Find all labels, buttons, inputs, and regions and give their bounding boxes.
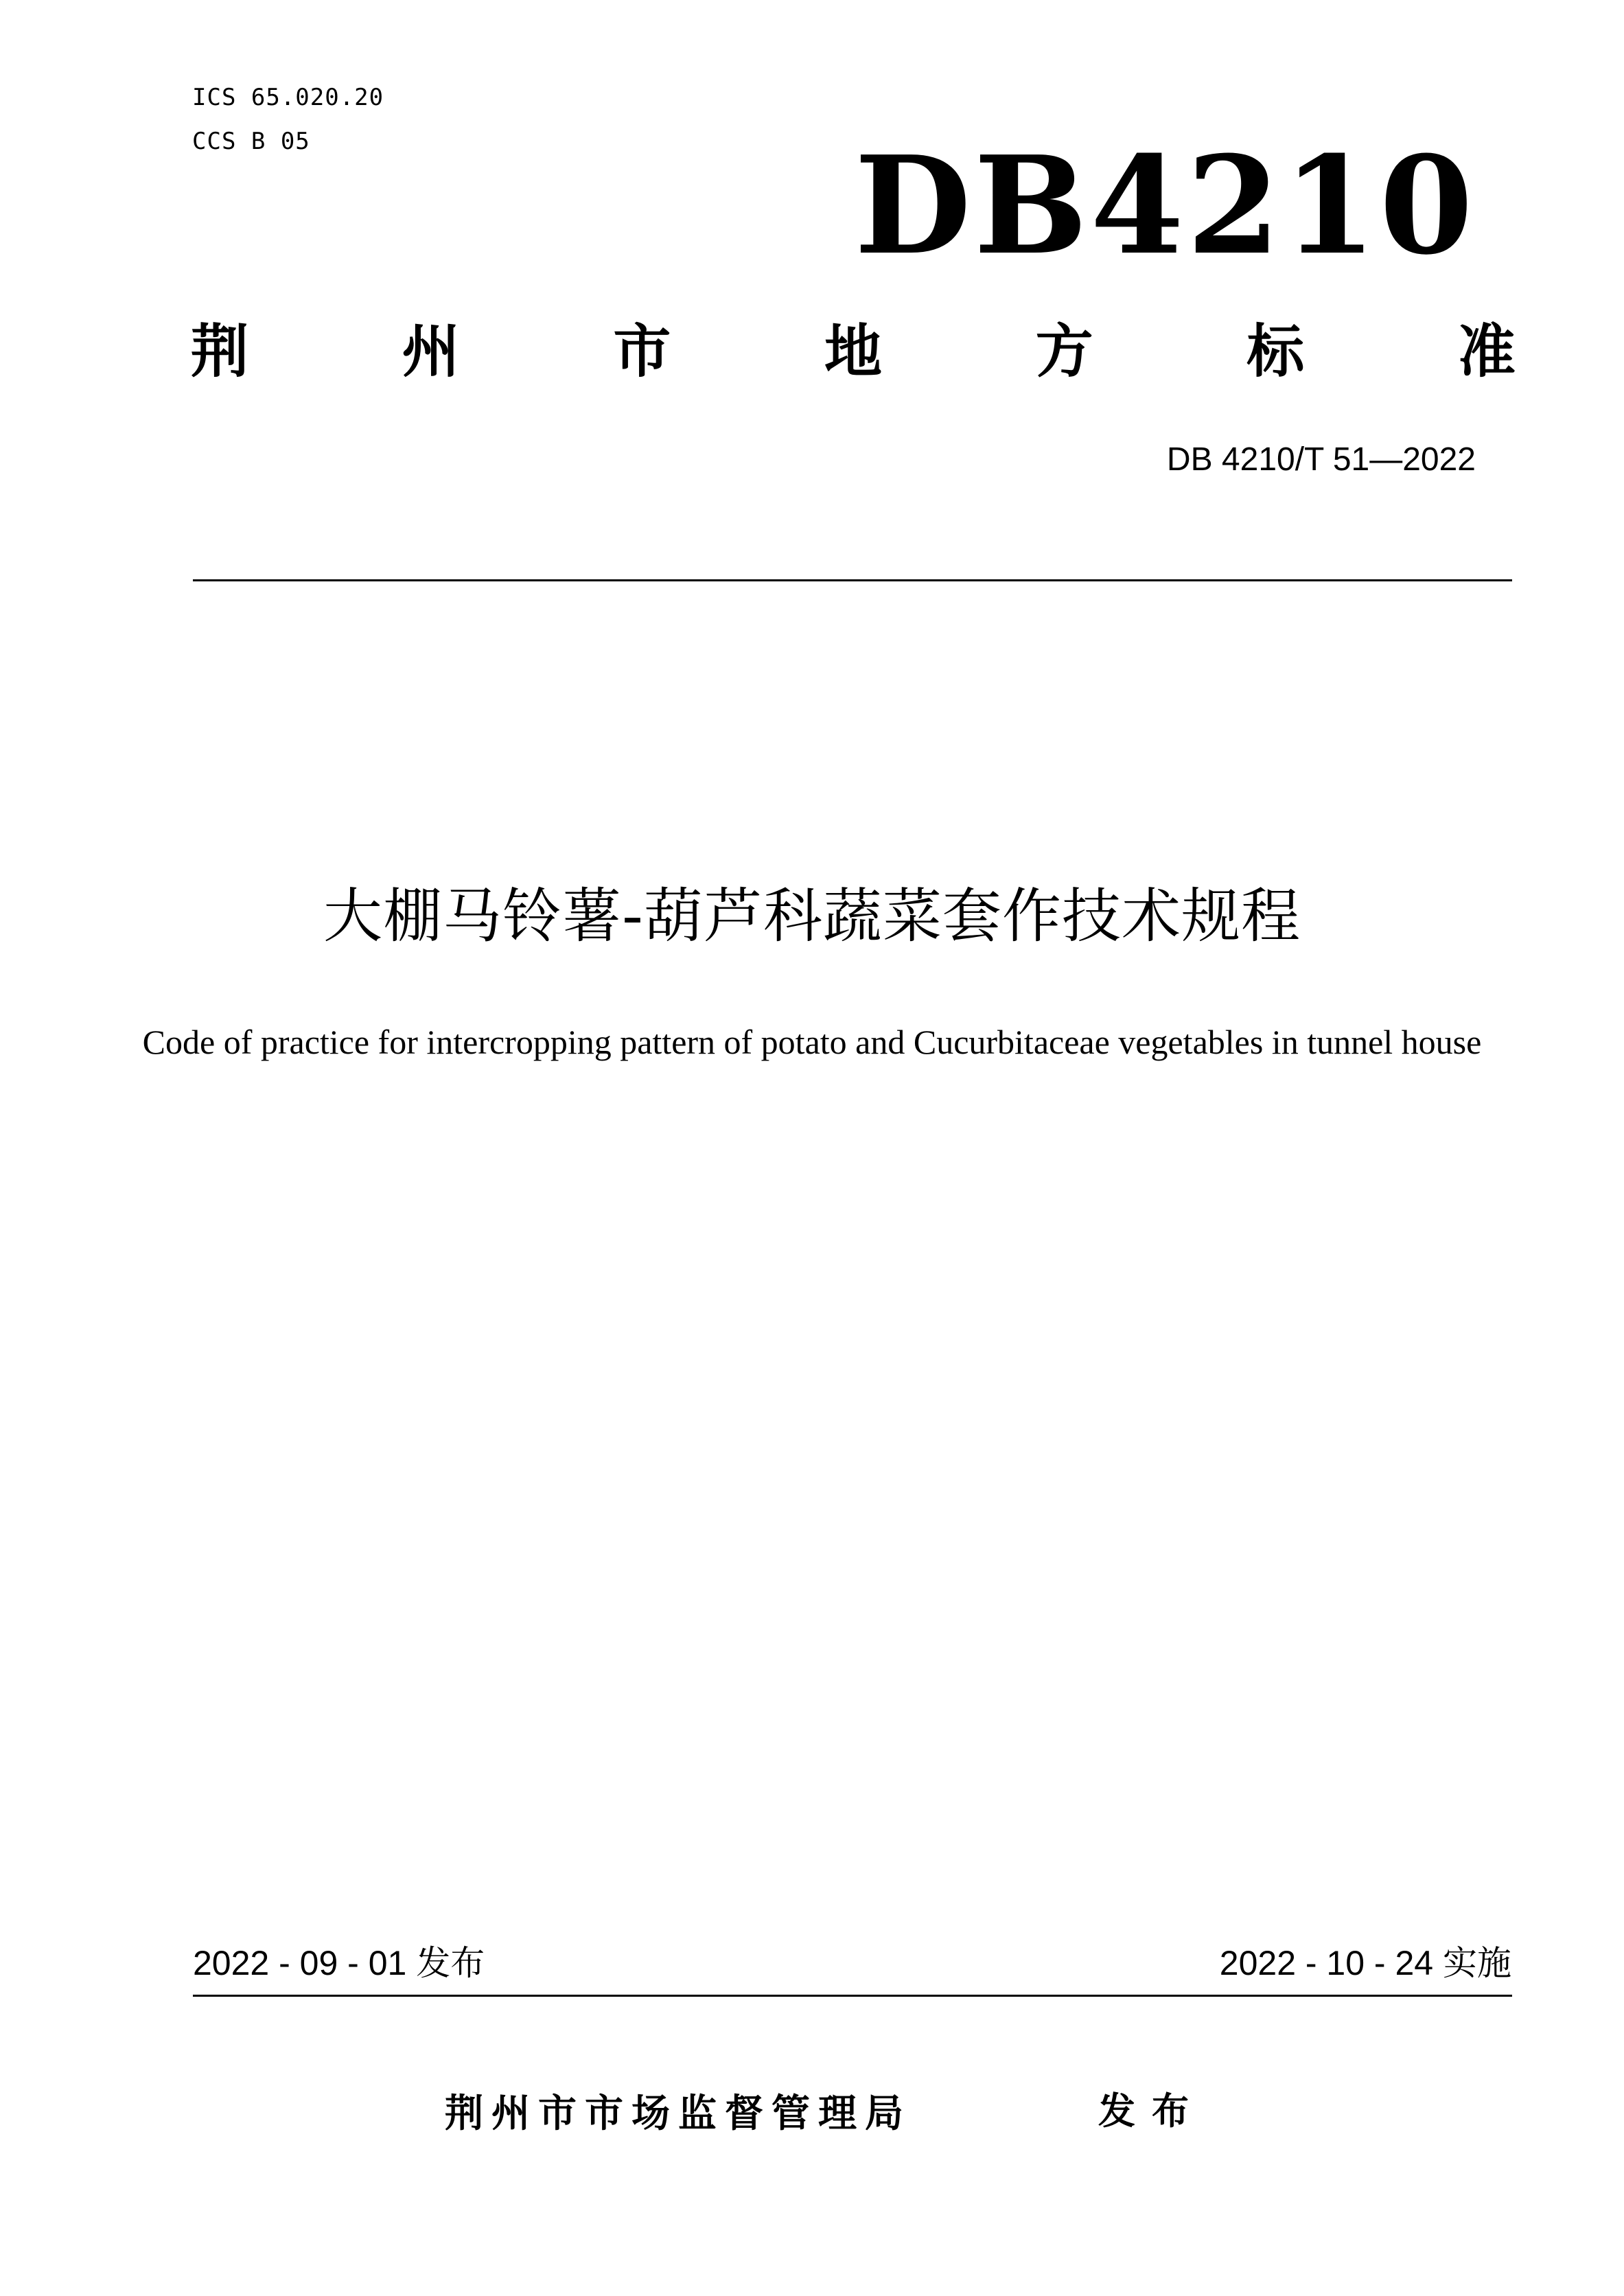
standard-type-char: 州: [402, 318, 460, 385]
standard-type-char: 准: [1457, 318, 1516, 385]
publisher: 荆州市市场监督管理局: [445, 2091, 912, 2136]
ics-code: ICS 65.020.20: [192, 84, 384, 111]
header-divider: [193, 579, 1512, 581]
standard-type-char: 荆: [191, 318, 249, 385]
issue-date: 2022 - 09 - 01 发布: [193, 1944, 485, 1982]
standard-type-char: 地: [824, 318, 882, 385]
standard-type-char: 方: [1035, 318, 1093, 385]
ccs-code: CCS B 05: [192, 128, 310, 155]
standard-type: [191, 317, 1516, 386]
implementation-date: 2022 - 10 - 24 实施: [1219, 1944, 1511, 1982]
footer-divider: [193, 1995, 1512, 1997]
standard-type-char: 标: [1246, 318, 1305, 385]
document-number: DB 4210/T 51—2022: [1166, 441, 1476, 478]
standard-prefix: DB4210: [854, 127, 1476, 285]
title-chinese: 大棚马铃薯-葫芦科蔬菜套作技术规程: [323, 882, 1301, 951]
publish-label: 发布: [1098, 2089, 1205, 2133]
title-english: Code of practice for intercropping pattern of potato and Cucurbitaceae vegetables in tunnel house: [142, 1023, 1482, 1061]
standard-type-char: 市: [613, 318, 671, 385]
